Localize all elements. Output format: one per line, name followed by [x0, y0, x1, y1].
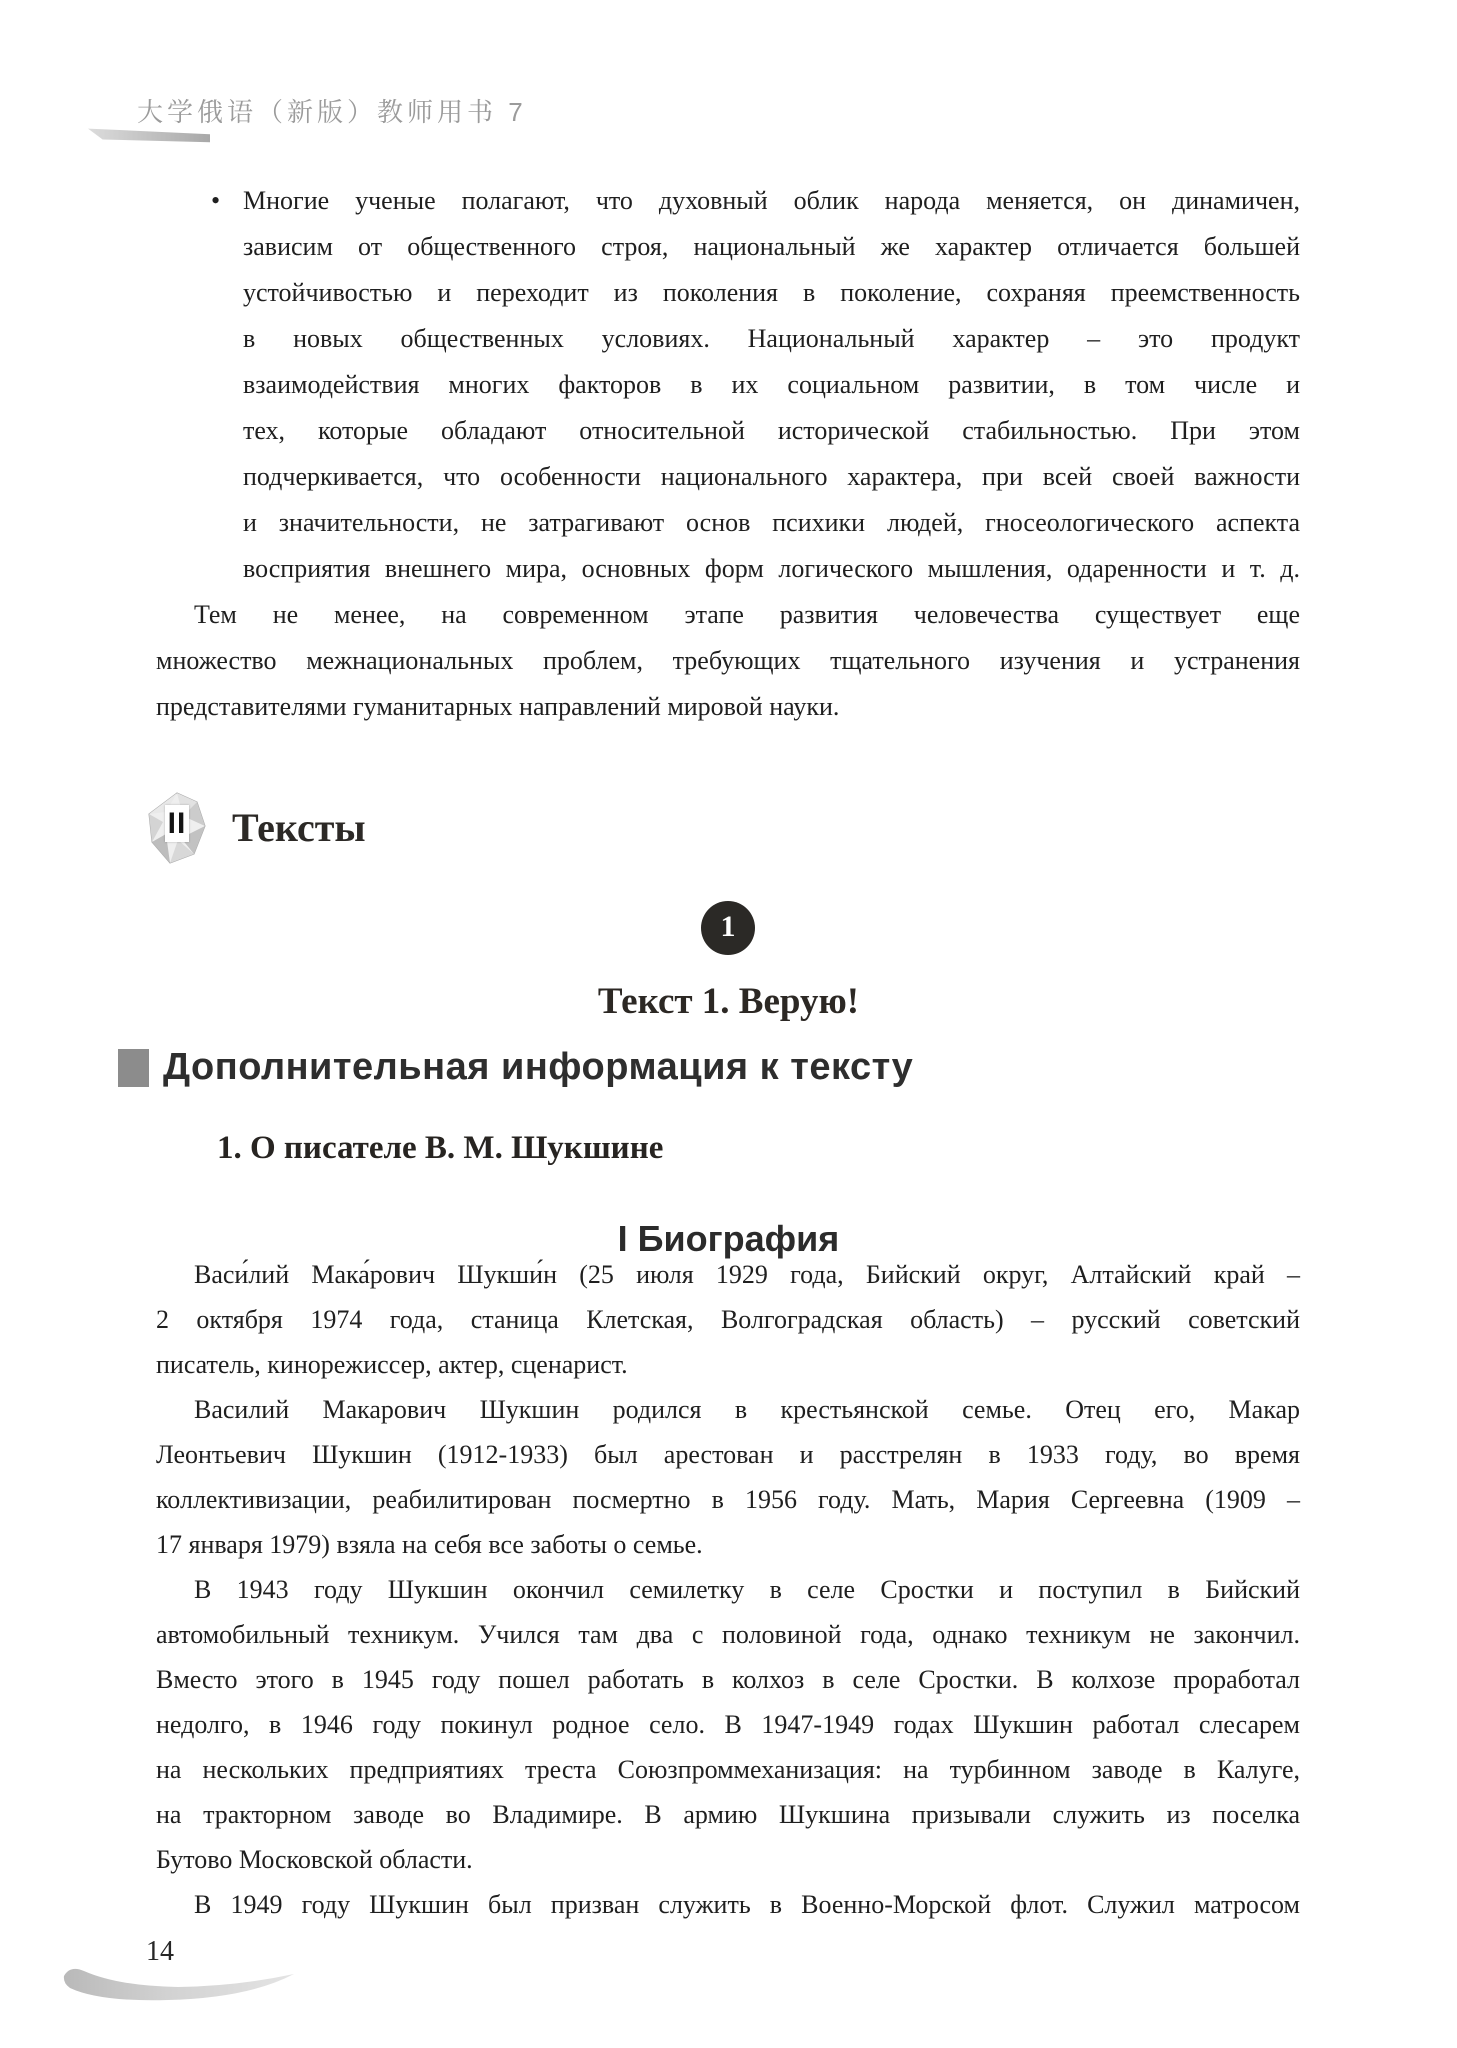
section-header [148, 791, 366, 865]
text-title: Текст 1. Верую! [597, 981, 860, 1022]
bio-paragraph-2 [156, 1387, 1300, 1567]
biography-section [156, 1252, 1300, 1927]
text-line: коллективизации, реабилитирован посмертно в 1956 году. Мать, Мария Сергеевна (1909 – [156, 1485, 1300, 1514]
text-line: Многие ученые полагают, что духовный облик народа меняется, он динамичен, [243, 186, 1300, 215]
bio-paragraph-3 [156, 1567, 1300, 1882]
bio-paragraph-4 [156, 1882, 1300, 1927]
text-line: Василий Макарович Шукшин родился в крестьянской семье. Отец его, Макар [194, 1395, 1300, 1424]
text-line: В 1943 году Шукшин окончил семилетку в селе Сростки и поступил в Бийский [194, 1575, 1300, 1604]
text-line: Бутово Московской области. [156, 1845, 473, 1874]
square-marker-icon [118, 1049, 149, 1087]
biography-heading: I Биография [617, 1218, 840, 1259]
header-swoosh-decoration [88, 127, 210, 143]
text-line: 2 октября 1974 года, станица Клетская, Волгоградская область) – русский советский [156, 1305, 1300, 1334]
text-line: устойчивостью и переходит из поколения в поколение, сохраняя преемственность [243, 278, 1300, 307]
text-line: восприятия внешнего мира, основных форм логического мышления, одаренности и т. д. [243, 554, 1300, 583]
gem-icon [148, 792, 206, 864]
section-title: Тексты [232, 805, 366, 850]
writer-heading: 1. О писателе В. М. Шукшине [217, 1130, 664, 1166]
text-line: 17 января 1979) взяла на себя все заботы о семье. [156, 1530, 703, 1559]
bullet-marker: • [211, 186, 221, 215]
text-line: подчеркивается, что особенности национального характера, при всей своей важности [243, 462, 1300, 491]
bullet-paragraph [156, 178, 1300, 592]
text-line: Васи́лий Мака́рович Шукши́н (25 июля 1929 года, Бийский округ, Алтайский край – [194, 1260, 1300, 1289]
text-line: и значительности, не затрагивают основ психики людей, гносеологического аспекта [243, 508, 1300, 537]
text-line: представителями гуманитарных направлений мировой науки. [156, 692, 840, 721]
page-number: 14 [146, 1936, 174, 1967]
footer-swoosh-decoration [58, 1962, 298, 2010]
text-line: Вместо этого в 1945 году пошел работать в колхоз в селе Сростки. В колхозе проработал [156, 1665, 1300, 1694]
closing-paragraph [156, 592, 1300, 730]
text-line: в новых общественных условиях. Национальный характер – это продукт [243, 324, 1300, 353]
text-line: зависим от общественного строя, национальный же характер отличается большей [243, 232, 1300, 261]
text-line: тех, которые обладают относительной исторической стабильностью. При этом [243, 416, 1300, 445]
text-line: взаимодействия многих факторов в их социальном развитии, в том числе и [243, 370, 1300, 399]
extra-info-heading: Дополнительная информация к тексту [163, 1046, 914, 1088]
bio-paragraph-1 [156, 1252, 1300, 1387]
text-line: В 1949 году Шукшин был призван служить в Военно-Морской флот. Служил матросом [194, 1890, 1300, 1919]
section-number-label: II [165, 805, 189, 842]
extra-info-heading-row [118, 1046, 913, 1089]
text-number-badge: 1 [701, 901, 755, 955]
text-line: недолго, в 1946 году покинул родное село. В 1947-1949 годах Шукшин работал слесарем [156, 1710, 1300, 1739]
text-line: автомобильный техникум. Учился там два с половиной года, однако техникум не закончил. [156, 1620, 1300, 1649]
running-header: 大学俄语（新版）教师用书 7 [137, 97, 527, 127]
text-line: писатель, кинорежиссер, актер, сценарист. [156, 1350, 628, 1379]
intro-section [156, 178, 1300, 730]
text-line: Леонтьевич Шукшин (1912-1933) был арестован и расстрелян в 1933 году, во время [156, 1440, 1300, 1469]
text-line: на тракторном заводе во Владимире. В армию Шукшина призывали служить из поселка [156, 1800, 1300, 1829]
text-line: на нескольких предприятиях треста Союзпроммеханизация: на турбинном заводе в Калуге, [156, 1755, 1300, 1784]
text-line: Тем не менее, на современном этапе развития человечества существует еще [194, 600, 1300, 629]
text-line: множество межнациональных проблем, требующих тщательного изучения и устранения [156, 646, 1300, 675]
